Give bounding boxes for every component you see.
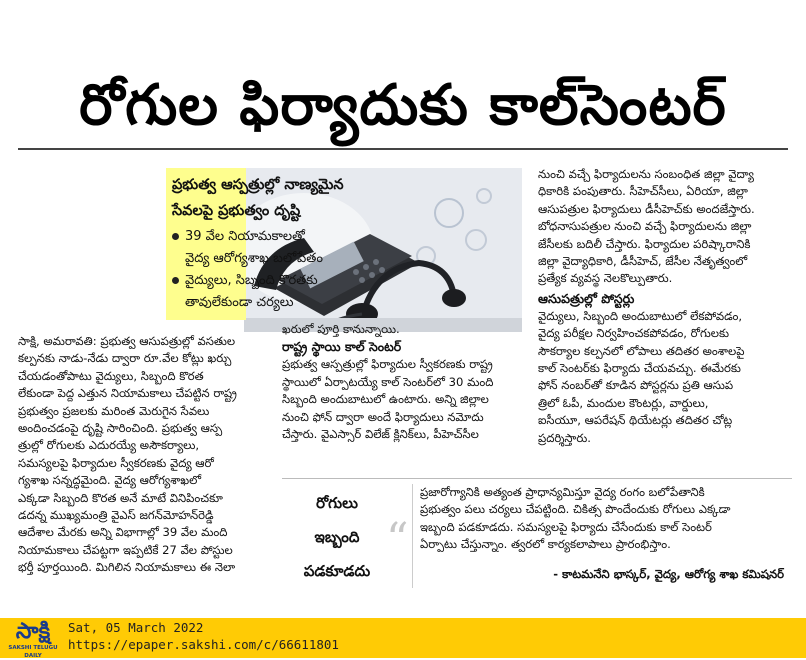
col3-line: బోధనాసుపత్రుల నుంచి వచ్చే ఫిర్యాదులను జిల్లా xyxy=(538,219,752,234)
quote-line: ఇబ్బంది పడకూడదు. సమస్యలపై ఫిర్యాదు చేసేందుకు కాల్ సెంటర్ xyxy=(420,519,712,534)
bullet-dot-icon xyxy=(172,233,179,240)
quote-line: ఏర్పాటు చేస్తున్నాం. త్వరలో కార్యకలాపాలు ప్రారంభిస్తాం. xyxy=(420,537,671,552)
quote-line: ప్రజారోగ్యానికి అత్యంత ప్రాధాన్యమిస్తూ వైద్య రంగం బలోపేతానికి xyxy=(420,485,705,499)
headline: రోగుల ఫిర్యాదుకు కాల్‌సెంటర్ xyxy=(79,73,727,138)
col1-line: చేయడంతోపాటు వైద్యులు, సిబ్బంది కొరత xyxy=(18,368,204,383)
col1-line: గ్యశాఖ సన్నద్ధమైంది. వైద్య ఆరోగ్యశాఖలో xyxy=(18,473,202,488)
bullet-2-text: వైద్యులు, సిబ్బంది కొరతకు xyxy=(185,273,318,288)
sakshi-logo xyxy=(4,619,62,659)
col1-line: సాక్షి, అమరావతి: ప్రభుత్వ ఆసుపత్రుల్లో వసతుల xyxy=(18,334,236,348)
col3-line: ఆసుపత్రుల ఫిర్యాదులు డీసీహెచ్‌కు అందజేస్తారు. xyxy=(538,201,755,216)
quote-title-line: పడకూడదు xyxy=(303,562,371,580)
col1-line: సమస్యలపై ఫిర్యాదుల స్వీకరణకు వైద్య ఆరో xyxy=(18,455,214,470)
quote-mark-icon: “ xyxy=(386,514,409,565)
col1-line: త్రుల్లో రోగులకు ఎదురయ్యే అసౌకర్యాలు, xyxy=(18,438,200,453)
col3b-line: వైద్యులు, సిబ్బంది అందుబాటులో లేకపోవడం, xyxy=(538,308,743,323)
footer-url[interactable]: https://epaper.sakshi.com/c/66611801 xyxy=(68,637,339,652)
col1-line: అందించడంపై దృష్టి సారించింది. ప్రభుత్వ ఆస్ప xyxy=(18,421,223,436)
col1-line: కల్పనకు నాడు-నేడు ద్వారా రూ.వేల కోట్లు ఖర్చు xyxy=(18,351,232,366)
logo-text: సాక్షి xyxy=(15,619,51,644)
col3b-line: ఫోన్ నంబర్‌తో కూడిన పోస్టర్లను ప్రతి ఆసుప xyxy=(538,378,734,393)
quote-title xyxy=(282,486,392,588)
quote-body xyxy=(420,484,784,554)
col3-line: జేసీలకు బదిలీ చేస్తారు. ఫిర్యాదుల పరిష్కారానికి xyxy=(538,236,751,251)
col3b-line: త్రిలో ఓపీ, మందుల కౌంటర్లు, వార్డులు, xyxy=(538,395,709,410)
highlight-subtitle-1: ప్రభుత్వ ఆస్పత్రుల్లో నాణ్యమైన xyxy=(172,177,344,193)
col3b-line: కాల్ సెంటర్‌కు ఫిర్యాదు చేయవచ్చు. ఈమేరకు xyxy=(538,361,741,376)
quote-title-line: రోగులు xyxy=(316,494,358,512)
col1-line: ప్రభుత్వం ప్రజలకు మరింత మెరుగైన సేవలు xyxy=(18,403,210,418)
bullet-1-text: 39 వేల నియామకాలతో xyxy=(185,229,305,244)
col2-line: ప్రభుత్వ ఆస్పత్రుల్లో ఫిర్యాదుల స్వీకరణకు రాష్ట్ర xyxy=(282,357,493,372)
col3-body xyxy=(538,166,788,288)
col3b-line: సౌకర్యాల కల్పనలో లోపాలు తదితర అంశాలపై xyxy=(538,343,745,358)
col1-line: డదన్న ముఖ్యమంత్రి వైఎస్ జగన్‌మోహన్‌రెడ్డి xyxy=(18,508,214,523)
col3-line: నుంచి వచ్చే ఫిర్యాదులను సంబంధిత జిల్లా వైద్యా xyxy=(538,167,754,181)
bullet-1-line-1 xyxy=(172,226,472,248)
col3b-line: ఐసీయూ, ఆపరేషన్ థియేటర్లు తదితర చోట్ల xyxy=(538,413,733,428)
quote-line: ప్రభుత్వం పలు చర్యలు చేపట్టింది. చికిత్స పొందేందుకు రోగులు ఎక్కడా xyxy=(420,502,731,517)
col1-line: భర్తీ పూర్తయింది. మిగిలిన నియామకాలు ఈ నెలా xyxy=(18,560,236,575)
quote-rule-top xyxy=(282,478,792,479)
col2-line: సిబ్బంది అందుబాటులో ఉంటారు. అన్ని జిల్లాల xyxy=(282,392,489,407)
article-column-2 xyxy=(282,321,522,443)
quote-attribution: - కాటమనేని భాస్కర్, వైద్య, ఆరోగ్య శాఖ కమిషనర్ xyxy=(553,567,784,581)
col2-line: స్థాయిలో ఏర్పాటయ్యే కాల్ సెంటర్‌లో 30 మంది xyxy=(282,374,494,389)
col2-continuation: ఖరులో పూర్తి కానున్నాయి. xyxy=(282,322,400,336)
col2-subhead: రాష్ట్ర స్థాయి కాల్ సెంటర్ xyxy=(282,339,402,355)
headline-rule xyxy=(18,148,788,150)
col3b-line: ప్రదర్శిస్తారు. xyxy=(538,430,591,445)
col3-line: ప్రత్యేక వ్యవస్థ నెలకొల్పుతారు. xyxy=(538,271,673,286)
col3-subhead: ఆసుపత్రుల్లో పోస్టర్లు xyxy=(538,290,635,306)
col2-line: నుంచి ఫోన్ ద్వారా అందే ఫిర్యాదులు నమోదు xyxy=(282,409,484,424)
article-column-3 xyxy=(538,166,788,447)
highlight-content xyxy=(172,172,472,314)
col3b-body xyxy=(538,308,788,447)
col3b-line: వైద్య పరీక్షల నిర్వహించకపోవడం, రోగులకు xyxy=(538,326,730,341)
bullet-2-line-2: తావులేకుండా చర్యలు xyxy=(185,295,294,310)
footer-date: Sat, 05 March 2022 xyxy=(68,620,204,635)
bullet-1-line-2: వైద్య ఆరోగ్యశాఖ బలోపేతం xyxy=(185,251,323,266)
col1-line: నియామకాలు చేపట్టగా ఇప్పటికే 27 వేల పోస్టుల xyxy=(18,542,233,557)
bullet-2-line-1 xyxy=(172,270,472,292)
bullet-dot-icon xyxy=(172,277,179,284)
col3-line: ధికారికి పంపుతారు. సీహెచ్‌సీలు, ఏరియా, జిల్లా xyxy=(538,184,748,199)
quote-title-line: ఇబ్బంది xyxy=(314,528,360,546)
col2-line: చేస్తారు. వైఎస్సార్ విలేజ్ క్లినిక్‌లు, పీహెచ్‌సీల xyxy=(282,427,479,442)
article-column-1 xyxy=(18,333,274,577)
logo-subtext: SAKSHI TELUGU DAILY xyxy=(8,645,58,659)
col1-line: ఆదేశాల మేరకు అన్ని విభాగాల్లో 39 వేల మంది xyxy=(18,525,228,540)
col1-line: లేకుండా పెద్ద ఎత్తున నియామకాలు చేపట్టిన రాష్ట్ర xyxy=(18,386,237,401)
col1-line: ఎక్కడా సిబ్బంది కొరత అనే మాటే వినిపించకూ xyxy=(18,490,223,505)
col2-body xyxy=(282,356,522,443)
col3-line: జిల్లా వైద్యాధికారి, డీసీహెచ్, జేసీల నేతృత్వంలో xyxy=(538,254,748,269)
highlight-subtitle-2: సేవలపై ప్రభుత్వం దృష్టి xyxy=(172,203,301,219)
